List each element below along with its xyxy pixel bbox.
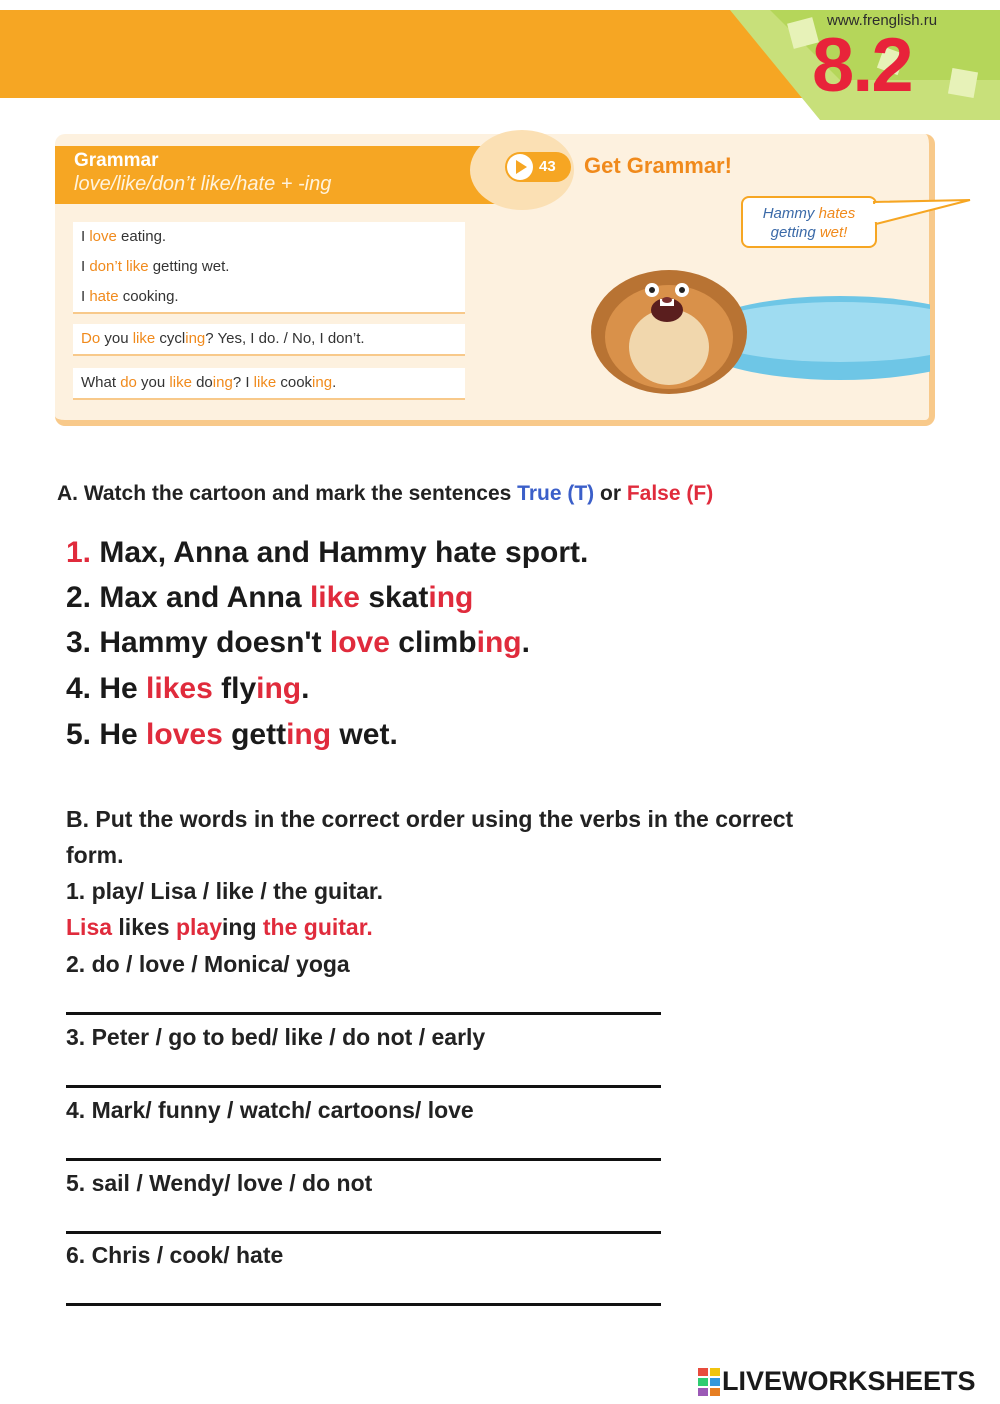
sentence-text: I [81,258,90,275]
sentence-text: ing [222,914,263,940]
reorder-prompt: 3. Peter / go to bed/ like / do not / early [66,1024,486,1050]
grammar-subtitle: love/like/don’t like/hate + -ing [74,173,332,195]
sentence-text: you [100,330,133,347]
highlighted-word: 1. [66,536,92,569]
highlighted-word: love [89,228,117,245]
sentence-text: you [136,374,170,391]
answer-line[interactable] [66,1012,661,1015]
sentence-text: . [521,626,530,659]
sentence-text: eating. [116,228,167,245]
true-false-sentence[interactable] [66,672,309,706]
bubble-text: getting [770,224,820,241]
highlighted-word: ing [256,672,302,705]
sentence-text: cycl [155,330,186,347]
play-icon[interactable] [507,154,533,180]
sentence-text: . [301,672,310,705]
true-label: True (T) [517,482,595,505]
grammar-example [73,252,465,284]
sentence-text: getting wet. [148,258,230,275]
example-answer [66,914,373,941]
speech-bubble-tail [870,196,974,236]
sentence-text: ? I [232,374,254,391]
sentence-text: cook [276,374,313,391]
true-false-sentence[interactable] [66,536,588,570]
lesson-number: 8.2 [812,23,912,108]
sentence-text: 2. Max and Anna [66,581,310,614]
highlighted-word: don’t like [89,258,149,275]
true-false-sentence[interactable] [66,581,473,615]
highlighted-word: Do [81,330,101,347]
bubble-verb: hates [818,205,856,222]
answer-line[interactable] [66,1303,661,1306]
sentence-text: I [81,288,90,305]
highlighted-word: ing [185,330,206,347]
sentence-text: . [332,374,337,391]
sentence-text: climb [389,626,477,659]
highlighted-word: ing [286,718,332,751]
highlighted-word: play [175,914,222,940]
answer-line[interactable] [66,1085,661,1088]
section-a-title [57,482,713,506]
liveworksheets-logo-icon [698,1368,722,1396]
highlighted-word: like [132,330,156,347]
audio-track-number: 43 [539,158,556,175]
bubble-text: Hammy [762,205,819,222]
grammar-example [73,282,465,314]
reorder-prompt: 2. do / love / Monica/ yoga [66,951,350,977]
example-prompt: 1. play/ Lisa / like / the guitar. [66,878,384,904]
true-false-sentence[interactable] [66,718,398,752]
highlighted-word: ing [428,581,474,614]
liveworksheets-brand: LIVEWORKSHEETS [722,1366,976,1396]
sentence-text: 4. He [66,672,147,705]
sentence-text: do [191,374,213,391]
speech-bubble [741,196,877,248]
highlighted-word: loves [146,718,223,751]
sentence-text: I [81,228,90,245]
true-false-sentence[interactable] [66,626,530,660]
section-b-title-line2: form. [66,842,124,868]
highlighted-word: hate [89,288,119,305]
get-grammar-heading: Get Grammar! [584,153,732,178]
highlighted-word: love [329,626,390,659]
site-url: www.frenglish.ru [827,12,938,29]
sentence-text: What [81,374,121,391]
highlighted-word: ing [476,626,522,659]
highlighted-word: like [169,374,192,391]
answer-line[interactable] [66,1231,661,1234]
reorder-prompt: 5. sail / Wendy/ love / do not [66,1170,373,1196]
grammar-example [73,222,465,254]
sentence-text: likes [112,914,176,940]
sentence-text: 5. He [66,718,147,751]
grammar-example [73,368,465,400]
hammy-hamster-illustration [584,252,754,397]
highlighted-word: likes [146,672,213,705]
reorder-prompt: 6. Chris / cook/ hate [66,1242,284,1268]
highlighted-word: like [253,374,277,391]
reorder-prompt: 4. Mark/ funny / watch/ cartoons/ love [66,1097,474,1123]
highlighted-word: ing [312,374,333,391]
highlighted-word: the guitar. [262,914,373,940]
section-b-title-line1: B. Put the words in the correct order using the verbs in the correct [66,806,794,832]
sentence-text: cooking. [118,288,179,305]
or-text: or [594,482,627,505]
sentence-text: ? Yes, I do. / No, I don’t. [205,330,365,347]
sentence-text: skat [360,581,429,614]
sentence-text: gett [222,718,287,751]
sentence-text: wet. [331,718,398,751]
sentence-text: Max, Anna and Hammy hate sport. [91,536,589,569]
highlighted-word: ing [212,374,233,391]
sentence-text: 3. Hammy doesn't [66,626,330,659]
sentence-text: fly [212,672,257,705]
bubble-text: wet! [819,224,848,241]
highlighted-word: do [120,374,137,391]
false-label: False (F) [626,482,714,505]
highlighted-word: Lisa [66,914,113,940]
highlighted-word: like [309,581,360,614]
grammar-example [73,324,465,356]
grammar-title: Grammar [74,150,159,171]
section-a-instruction: A. Watch the cartoon and mark the sentences [57,482,518,505]
answer-line[interactable] [66,1158,661,1161]
